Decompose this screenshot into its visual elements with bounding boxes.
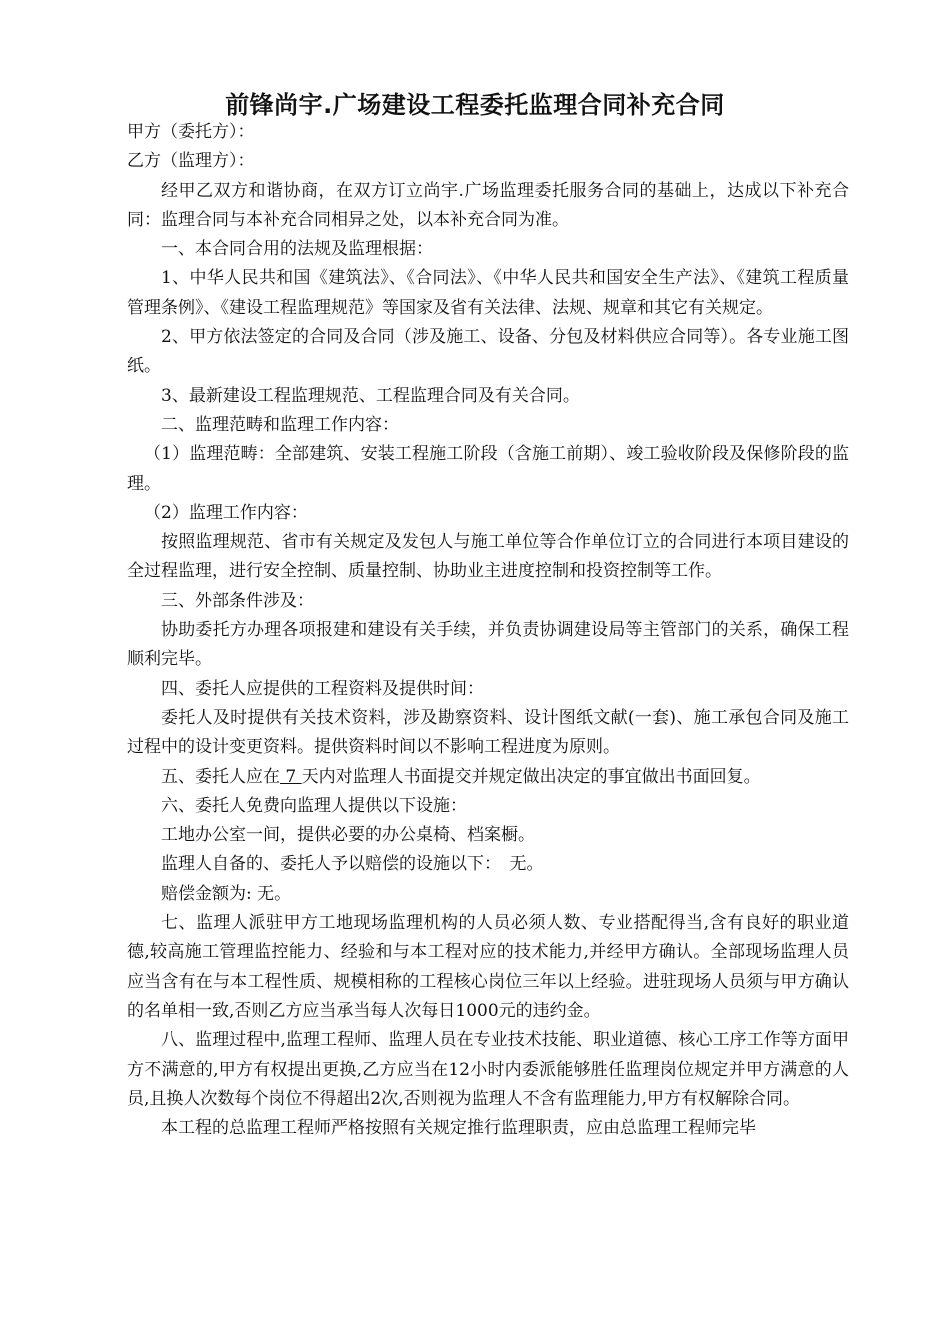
document-title: 前锋尚宇.广场建设工程委托监理合同补充合同 [225, 91, 725, 119]
section-3-heading: 三、外部条件涉及： [161, 590, 314, 611]
section-5-days: 7 [280, 766, 302, 787]
section-1-item-1: 1、中华人民共和国《建筑法》、《合同法》、《中华人民共和国安全生产法》、《建筑工程质量管理条例》、《建设工程监理规范》等国家及省有关法律、法规、规章和其它有关规定。 [127, 268, 849, 318]
section-4-heading: 四、委托人应提供的工程资料及提供时间： [161, 678, 484, 699]
section-2-work-heading: （2）监理工作内容： [144, 502, 308, 523]
section-1-heading: 一、本合同合用的法规及监理根据： [161, 239, 433, 260]
section-1-item-3: 3、最新建设工程监理规范、工程监理合同及有关合同。 [161, 385, 580, 406]
section-4-content: 委托人及时提供有关技术资料，涉及勘察资料、设计图纸文献(一套)、施工承包合同及施工过程中的设计变更资料。提供资料时间以不影响工程进度为原则。 [127, 707, 849, 758]
section-1-item-2: 2、甲方依法签定的合同及合同（涉及施工、设备、分包及材料供应合同等）。各专业施工图纸。 [127, 327, 849, 377]
party-a-line: 甲方（委托方）： [127, 122, 255, 142]
section-6-compensation: 赔偿金额为: 无。 [161, 883, 292, 904]
section-3-content: 协助委托方办理各项报建和建设有关手续，并负责协调建设局等主管部门的关系，确保工程顺利完毕。 [127, 620, 849, 670]
section-6-facilities: 监理人自备的、委托人予以赔偿的设施以下： 无。 [161, 854, 544, 875]
section-8: 八、监理过程中,监理工程师、监理人员在专业技术技能、职业道德、核心工序工作等方面甲方不满意的,甲方有权提出更换,乙方应当在12小时内委派能够胜任监理岗位规定并甲方满意的人员,且换人次数每个岗位不得超出2次,否则视为监理人不含有监理能力,甲方有权解除合同。 [127, 1030, 849, 1109]
intro-paragraph: 经甲乙双方和谐协商，在双方订立尚宇.广场监理委托服务合同的基础上，达成以下补充合同：监理合同与本补充合同相异之处，以本补充合同为准。 [127, 180, 849, 230]
party-b-line: 乙方（监理方）： [127, 151, 255, 172]
section-5-after: 天内对监理人书面提交并规定做出决定的事宜做出书面回复。 [301, 766, 761, 787]
section-2-heading: 二、监理范畴和监理工作内容： [161, 414, 399, 435]
chief-engineer-paragraph: 本工程的总监理工程师严格按照有关规定推行监理职责，应由总监理工程师完毕 [161, 1118, 756, 1139]
section-5-before: 五、委托人应在 [161, 766, 280, 787]
section-7: 七、监理人派驻甲方工地现场监理机构的人员必须人数、专业搭配得当,含有良好的职业道德,较高施工管理监控能力、经验和与本工程对应的技术能力,并经甲方确认。全部现场监理人员应当含有在与本工程性质、规模相称的工程核心岗位三年以上经验。进驻现场人员须与甲方确认的名单相一致,否则乙方应当承当每人次每日1000元的违约金。 [127, 913, 849, 1021]
section-6-heading: 六、委托人免费向监理人提供以下设施： [161, 795, 467, 816]
section-5 [127, 763, 849, 792]
section-2-scope: （1）监理范畴：全部建筑、安装工程施工阶段（含施工前期）、竣工验收阶段及保修阶段的监理。 [127, 444, 849, 494]
section-2-work-content: 按照监理规范、省市有关规定及发包人与施工单位等合作单位订立的合同进行本项目建设的全过程监理，进行安全控制、质量控制、协助业主进度控制和投资控制等工作。 [127, 532, 849, 582]
document-body [127, 118, 849, 1143]
section-6-office: 工地办公室一间，提供必要的办公桌椅、档案橱。 [161, 825, 535, 846]
